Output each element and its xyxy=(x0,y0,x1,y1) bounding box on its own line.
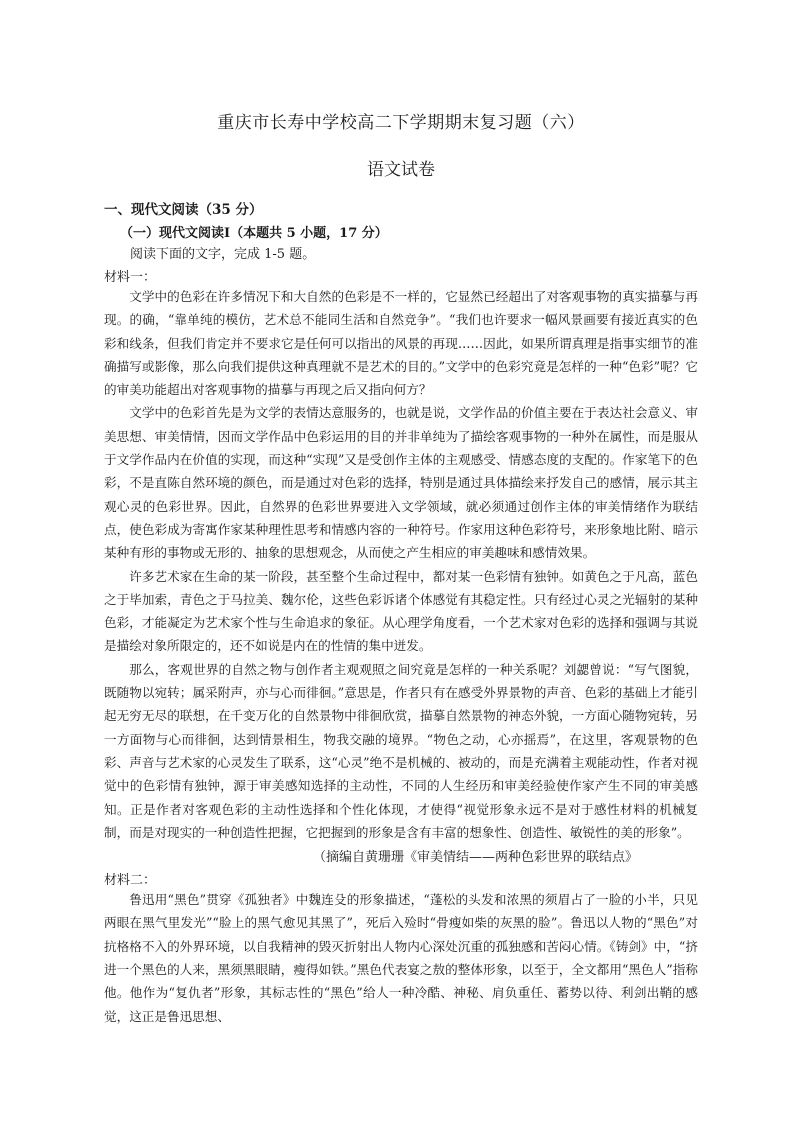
material-one-paragraph: 许多艺术家在生命的某一阶段，甚至整个生命过程中，都对某一色彩情有独钟。如黄色之于凡高，蓝色之于毕加索，青色之于马拉美、魏尔伦，这些色彩诉诸个体感觉有其稳定性。只有经过心灵之光辐射的某种色彩，才能凝定为艺术家个性与生命追求的象征。从心理学角度看，一个艺术家对色彩的选择和强调与其说是描绘对象所限定的，还不如说是内在的性情的集中迸发。 xyxy=(104,568,698,654)
material-one-paragraph: 文学中的色彩首先是为文学的表情达意服务的，也就是说，文学作品的价值主要在于表达社会意义、审美思想、审美情情，因而文学作品中色彩运用的目的并非单纯为了描绘客观事物的一种外在属性，而是服从于文学作品内在价值的实现，而这种“实现”又是受创作主体的主观感受、情感态度的支配的。作家笔下的色彩，不是直陈自然环境的颜色，而是通过对色彩的选择，特别是通过具体描绘来抒发自己的感情，展示其主观心灵的色彩世界。因此，自然界的色彩世界要进入文学领域，就必须通过创作主体的审美情绪作为联结点，使色彩成为寄寓作家某种理性思考和情感内容的一种符号。作家用这种色彩符号，来形象地比附、暗示某种有形的事物或无形的、抽象的思想观念，从而使之产生相应的审美趣味和感情效果。 xyxy=(104,405,698,561)
material-one-label: 材料一： xyxy=(104,270,157,285)
section-heading: 一、现代文阅读（35 分） xyxy=(104,202,263,218)
material-one-paragraph: 那么，客观世界的自然之物与创作者主观观照之间究竟是怎样的一种关系呢？刘勰曾说：“写气图貌，既随物以宛转；属采附声，亦与心而徘徊。”意思是，作者只有在感受外界景物的声音、色彩的基础上才能引起无穷无尽的联想，在千变万化的自然景物中徘徊欣赏，描摹自然景物的神态外貌，一方面心随物宛转，另一方面物与心而徘徊，达到情景相生，物我交融的境界。“物色之动，心亦摇焉”，在这里，客观景物的色彩、声音与艺术家的心灵发生了联系，这“心灵”绝不是机械的、被动的，而是充满着主观能动性，作者对视觉中的色彩情有独钟，源于审美感知选择的主动性，不同的人生经历和审美经验使作家产生不同的审美感知。正是作者对客观色彩的主动性选择和个性化体现，才使得“视觉形象永远不是对于感性材料的机械复制，而是对现实的一种创造性把握，它把握到的形象是含有丰富的想象性、创造性、敏锐性的美的形象”。 xyxy=(104,661,698,840)
reading-instruction: 阅读下面的文字，完成 1-5 题。 xyxy=(130,247,316,262)
material-one-source: （摘编自黄珊珊《审美情结——两种色彩世界的联结点》 xyxy=(312,850,638,866)
material-one-paragraph: 文学中的色彩在许多情况下和大自然的色彩是不一样的，它显然已经超出了对客观事物的真实描摹与再现。的确，“靠单纯的模仿，艺术总不能同生活和自然竞争”。“我们也许要求一幅风景画要有接近真实的色彩和线条，但我们肯定并不要求它是任何可以指出的风景的再现……因此，如果所谓真理是指事实细节的准确描写或影像，那么向我们提供这种真理就不是艺术的目的。”文学中的色彩究竟是怎样的一种“色彩”呢？它的审美功能超出对客观事物的描摹与再现之后又指向何方？ xyxy=(104,289,698,398)
material-two-paragraph: 鲁迅用“黑色”贯穿《孤独者》中魏连殳的形象描述，“蓬松的头发和浓黑的须眉占了一脸的小半，只见两眼在黑气里发光”“脸上的黑气愈见其黑了”，死后入殓时“骨瘦如柴的灰黑的脸”。鲁迅以人物的“黑色”对抗格格不入的外界环境，以自我精神的毁灭折射出人物内心深处沉重的孤独感和苦闷心情。《铸剑》中，“挤进一个黑色的人来，黑须黑眼睛，瘦得如铁。”黑色代表宴之敖的整体形象，以至于，全文都用“黑色人”指称他。他作为“复仇者”形象，其标志性的“黑色”给人一种冷酷、神秘、肩负重任、蓄势以待、利剑出鞘的感觉，这正是鲁迅思想、 xyxy=(104,892,698,1024)
subsection-heading: （一）现代文阅读Ⅰ（本题共 5 小题，17 分） xyxy=(120,226,388,241)
exam-subtitle: 语文试卷 xyxy=(367,160,435,180)
material-two-label: 材料二： xyxy=(104,873,157,889)
exam-title: 重庆市长寿中学校高二下学期期末复习题（六） xyxy=(217,113,585,133)
